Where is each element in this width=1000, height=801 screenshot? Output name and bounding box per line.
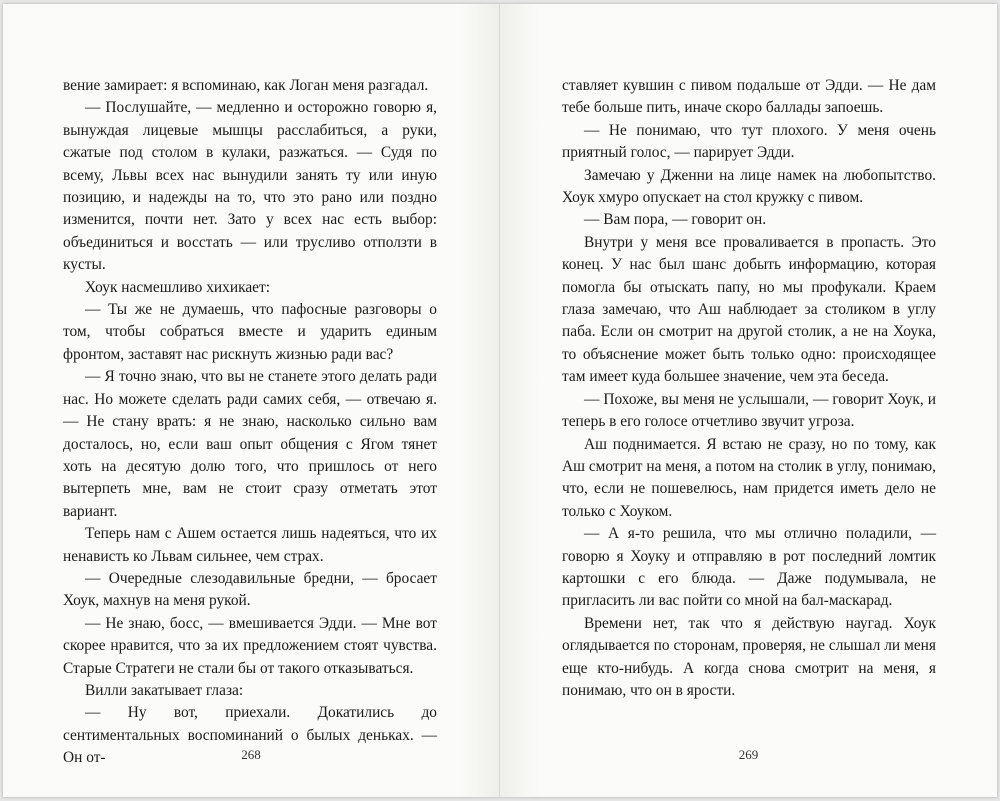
page-number-right: 269	[738, 747, 759, 762]
paragraph: — Вам пора, — говорит он.	[584, 211, 767, 229]
paragraph: вение замирает: я вспоминаю, как Логан меня разгадал.	[63, 77, 429, 94]
paragraph: Теперь нам с Ашем остается лишь надеяться, что их ненависть ко Львам сильнее, чем страх.	[63, 525, 437, 565]
paragraph: — Похоже, вы меня не услышали, — говорит Хоук, и теперь в его голосе отчетливо звучит угроза.	[562, 390, 936, 431]
book-spread	[3, 4, 997, 797]
right-page	[500, 4, 997, 797]
page-number-left: 268	[241, 747, 261, 762]
right-page-text	[562, 75, 936, 702]
paragraph: ставляет кувшин с пивом подальше от Эдди. — Не дам тебе больше пить, иначе скоро баллады запоешь.	[562, 77, 936, 117]
paragraph: Вилли закатывает глаза:	[85, 681, 244, 699]
paragraph: — Не понимаю, что тут плохого. У меня очень приятный голос, — парирует Эдди.	[562, 121, 936, 162]
paragraph: — Ты же не думаешь, что пафосные разговоры о том, чтобы собраться вместе и ударить единым фронтом, заставят нас рискнуть жизнью ради вас?	[63, 301, 437, 363]
left-page	[3, 4, 500, 797]
paragraph: Хоук насмешливо хихикает:	[85, 278, 270, 296]
paragraph: Внутри у меня все проваливается в пропасть. Это конец. У нас был шанс добыть информацию, которая помогла бы отыскать папу, но мы профукали. Краем глаза замечаю, что Аш наблюдает за столиком в углу паба. Если он смотрит на другой столик, а не на Хоука, то объяснение может быть только одно: происходящее там имеет куда большее значение, чем эта беседа.	[562, 233, 936, 386]
left-page-text	[63, 75, 437, 770]
paragraph: — А я-то решила, что мы отлично поладили, — говорю я Хоуку и отправляю в рот последний ломтик картошки с его блюда. — Даже подумывала, не пригласить ли вас пойти со мной на бал-маскарад.	[562, 525, 936, 610]
paragraph: — Ну вот, приехали. Докатились до сентиментальных воспоминаний о былых деньках. — Он от-	[63, 704, 437, 767]
paragraph: — Не знаю, босс, — вмешивается Эдди. — Мне вот скорее нравится, что за их предложением стоят чувства. Старые Стратеги не стали бы от такого отказываться.	[63, 614, 437, 677]
paragraph: Времени нет, так что я действую наугад. Хоук оглядывается по сторонам, проверяя, не слышал ли меня еще кто-нибудь. А когда снова смотрит на меня, я понимаю, что он в ярости.	[562, 614, 936, 699]
paragraph: Замечаю у Дженни на лице намек на любопытство. Хоук хмуро опускает на стол кружку с пивом.	[562, 166, 936, 207]
paragraph: Аш поднимается. Я встаю не сразу, но по тому, как Аш смотрит на меня, а потом на столик в углу, понимаю, что, если не пошевелюсь, нам придется иметь дело не только с Хоуком.	[562, 435, 936, 520]
paragraph: — Послушайте, — медленно и осторожно говорю я, вынуждая лицевые мышцы расслабиться, а руки, сжатые под столом в кулаки, разжаться. — Судя по всему, Львы всех нас вынудили занять ту или иную позицию, и надежды на то, что это рано или поздно изменится, почти нет. Зато у всех нас есть выбор: объединиться и восстать — или трусливо отползти в кусты.	[63, 99, 437, 274]
paragraph: — Я точно знаю, что вы не станете этого делать ради нас. Но можете сделать ради самих себя, — отвечаю я. — Не стану врать: я не знаю, насколько сильно вам досталось, но, если ваш опыт общения с Ягом тянет хоть на десятую долю того, что пришлось от него вытерпеть мне, вам не стоит сразу отметать этот вариант.	[63, 368, 437, 520]
paragraph: — Очередные слезодавильные бредни, — бросает Хоук, махнув на меня рукой.	[63, 569, 437, 610]
